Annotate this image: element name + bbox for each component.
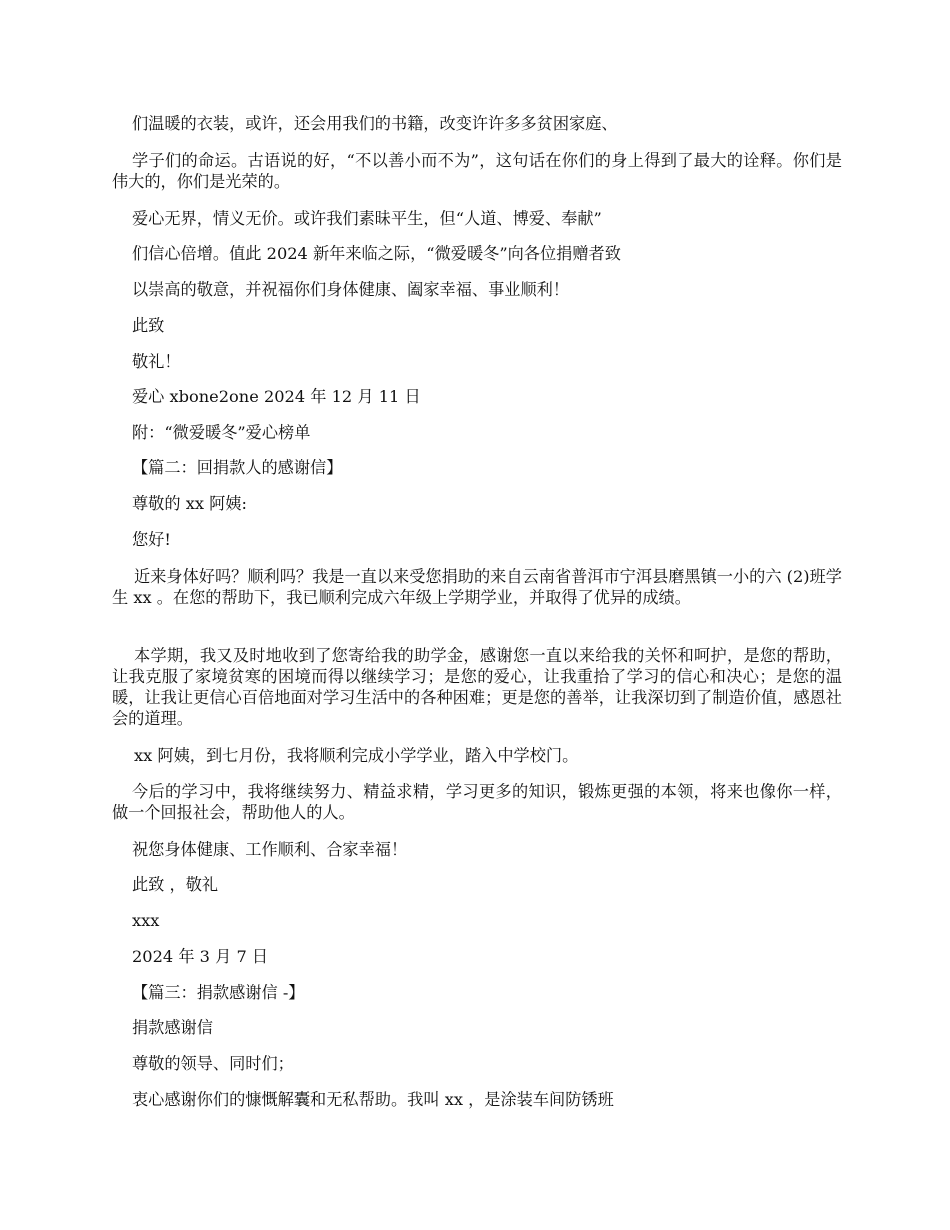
paragraph-last: 衷心感谢你们的慷慨解囊和无私帮助。我叫 xx ，是涂装车间防锈班 [132,1090,614,1109]
paragraph-1: 们温暖的衣装，或许，还会用我们的书籍，改变许许多多贫困家庭、 [132,114,618,133]
paragraph-thanks: 本学期，我又及时地收到了您寄给我的助学金，感谢您一直以来给我的关怀和呵护，是您的帮助，让我克服了家境贫寒的困境而得以继续学习；是您的爱心，让我重拾了学习的信心和决心；是您的温暖，让我让更信心百倍地面对学习生活中的各种困难；更是您的善举，让我深切到了制造价值，感恩社会的道理。 [112,646,842,728]
letter-greeting: 尊敬的 xx 阿姨: [132,494,247,513]
signature-date-2: 2024 年 3 月 7 日 [132,947,269,966]
paragraph-intro: 近来身体好吗？顺利吗？我是一直以来受您捐助的来自云南省普洱市宁洱县磨黑镇一小的六 (2)班学生 xx 。在您的帮助下，我已顺利完成六年级上学期学业，并取得了优异的成绩。 [112,567,842,607]
paragraph-wishes: 祝您身体健康、工作顺利、合家幸福！ [132,840,408,859]
paragraph-4: 们信心倍增。值此 2024 新年来临之际，“微爱暖冬”向各位捐赠者致 [132,244,621,263]
paragraph-progress: xx 阿姨，到七月份，我将顺利完成小学学业，踏入中学校门。 [134,746,579,765]
paragraph-3: 爱心无界，情义无价。或许我们素昧平生，但“人道、博爱、奉献” [132,209,602,228]
attachment-note: 附：“微爱暖冬”爱心榜单 [132,423,311,442]
paragraph-5: 以崇高的敬意，并祝福你们身体健康、阖家幸福、事业顺利！ [132,280,570,299]
letter-title: 捐款感谢信 [132,1018,213,1037]
paragraph-future: 今后的学习中，我将继续努力、精益求精，学习更多的知识，锻炼更强的本领，将来也像你一样，做一个回报社会，帮助他人的人。 [112,782,842,822]
section-heading-2: 【篇二：回捐款人的感谢信】 [132,458,343,477]
letter-greeting-3: 尊敬的领导、同时们； [132,1054,294,1073]
closing-salutation: 此致 [132,316,165,335]
closing-regards: 敬礼！ [132,352,181,371]
signature-name: xxx [132,911,160,930]
letter-hello: 您好! [132,530,171,549]
section-heading-3: 【篇三：捐款感谢信 -】 [132,983,305,1002]
closing-salutation-2: 此致 ，敬礼 [132,875,219,894]
signature-date: 爱心 xbone2one 2024 年 12 月 11 日 [132,387,421,406]
paragraph-2: 学子们的命运。古语说的好，“不以善小而不为”，这句话在你们的身上得到了最大的诠释。你们是伟大的，你们是光荣的。 [112,151,842,191]
